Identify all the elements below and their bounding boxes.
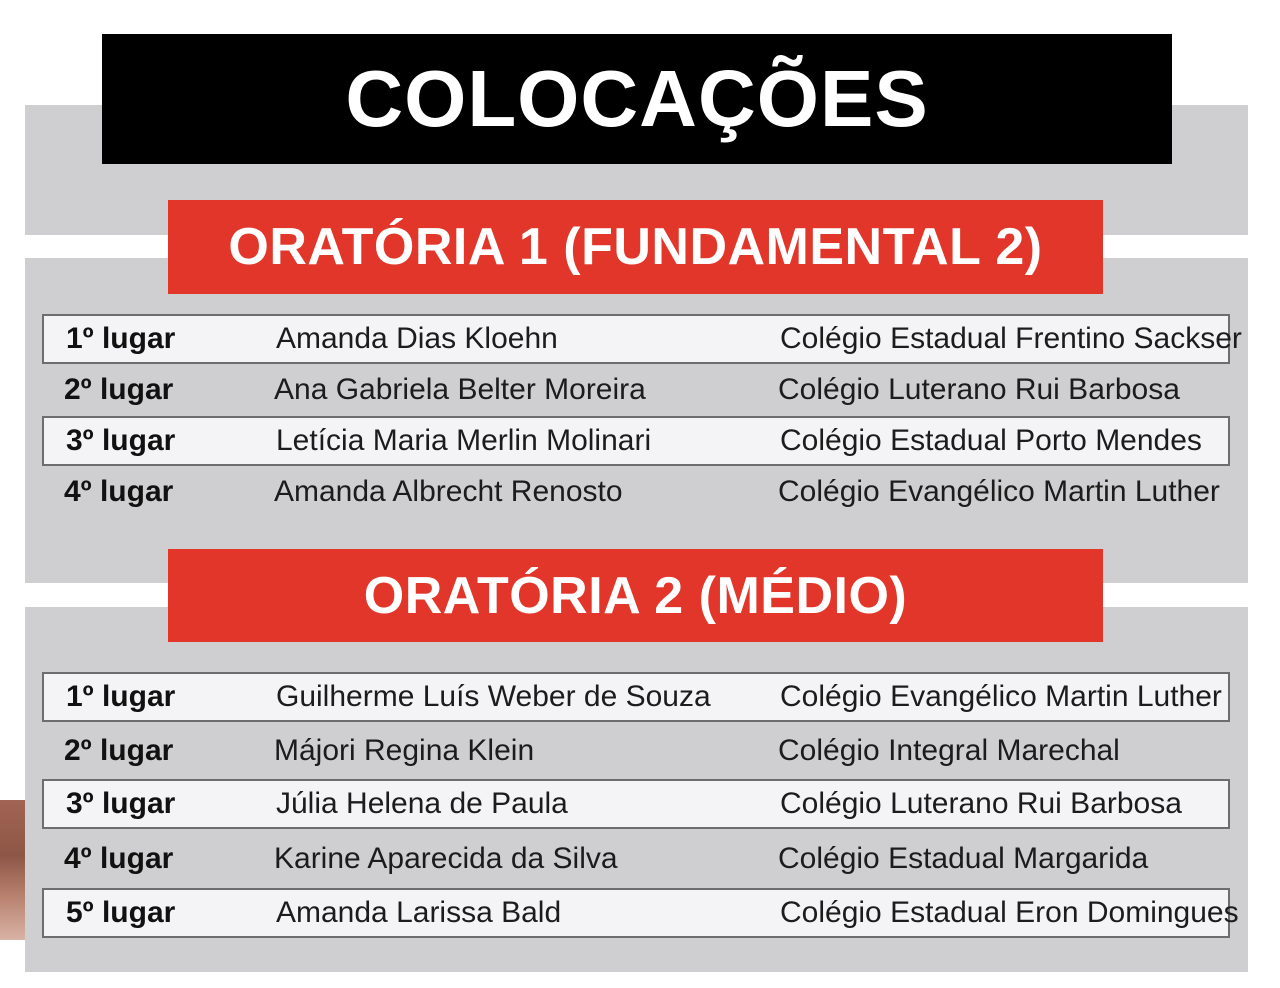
table-row: [42, 834, 1230, 884]
place-label: 1º lugar: [66, 322, 176, 355]
place-label: 2º lugar: [64, 734, 174, 767]
school-name: Colégio Estadual Margarida: [778, 842, 1149, 875]
school-name: Colégio Estadual Frentino Sackser: [780, 322, 1242, 355]
place-label: 4º lugar: [64, 842, 174, 875]
participant-name: Júlia Helena de Paula: [276, 787, 568, 820]
table-row: [42, 467, 1230, 517]
school-name: Colégio Estadual Porto Mendes: [780, 424, 1202, 457]
table-row: [42, 779, 1230, 829]
section-1-heading: ORATÓRIA 1 (FUNDAMENTAL 2): [168, 200, 1103, 294]
school-name: Colégio Integral Marechal: [778, 734, 1120, 767]
participant-name: Májori Regina Klein: [274, 734, 535, 767]
background-photo-edge: [0, 800, 25, 940]
place-label: 5º lugar: [66, 896, 176, 929]
participant-name: Guilherme Luís Weber de Souza: [276, 680, 711, 713]
table-row: [42, 672, 1230, 722]
participant-name: Amanda Larissa Bald: [276, 896, 562, 929]
place-label: 1º lugar: [66, 680, 176, 713]
place-label: 4º lugar: [64, 475, 174, 508]
place-label: 2º lugar: [64, 373, 174, 406]
table-row: [42, 416, 1230, 466]
school-name: Colégio Luterano Rui Barbosa: [778, 373, 1180, 406]
table-row: [42, 888, 1239, 938]
participant-name: Ana Gabriela Belter Moreira: [274, 373, 646, 406]
school-name: Colégio Evangélico Martin Luther: [780, 680, 1222, 713]
table-row: [42, 314, 1242, 364]
school-name: Colégio Luterano Rui Barbosa: [780, 787, 1182, 820]
participant-name: Karine Aparecida da Silva: [274, 842, 618, 875]
section-2-heading: ORATÓRIA 2 (MÉDIO): [168, 549, 1103, 642]
participant-name: Amanda Dias Kloehn: [276, 322, 558, 355]
place-label: 3º lugar: [66, 424, 176, 457]
participant-name: Amanda Albrecht Renosto: [274, 475, 623, 508]
page-title: COLOCAÇÕES: [102, 34, 1172, 164]
participant-name: Letícia Maria Merlin Molinari: [276, 424, 652, 457]
school-name: Colégio Estadual Eron Domingues: [780, 896, 1239, 929]
place-label: 3º lugar: [66, 787, 176, 820]
school-name: Colégio Evangélico Martin Luther: [778, 475, 1220, 508]
table-row: [42, 365, 1230, 415]
table-row: [42, 726, 1230, 776]
